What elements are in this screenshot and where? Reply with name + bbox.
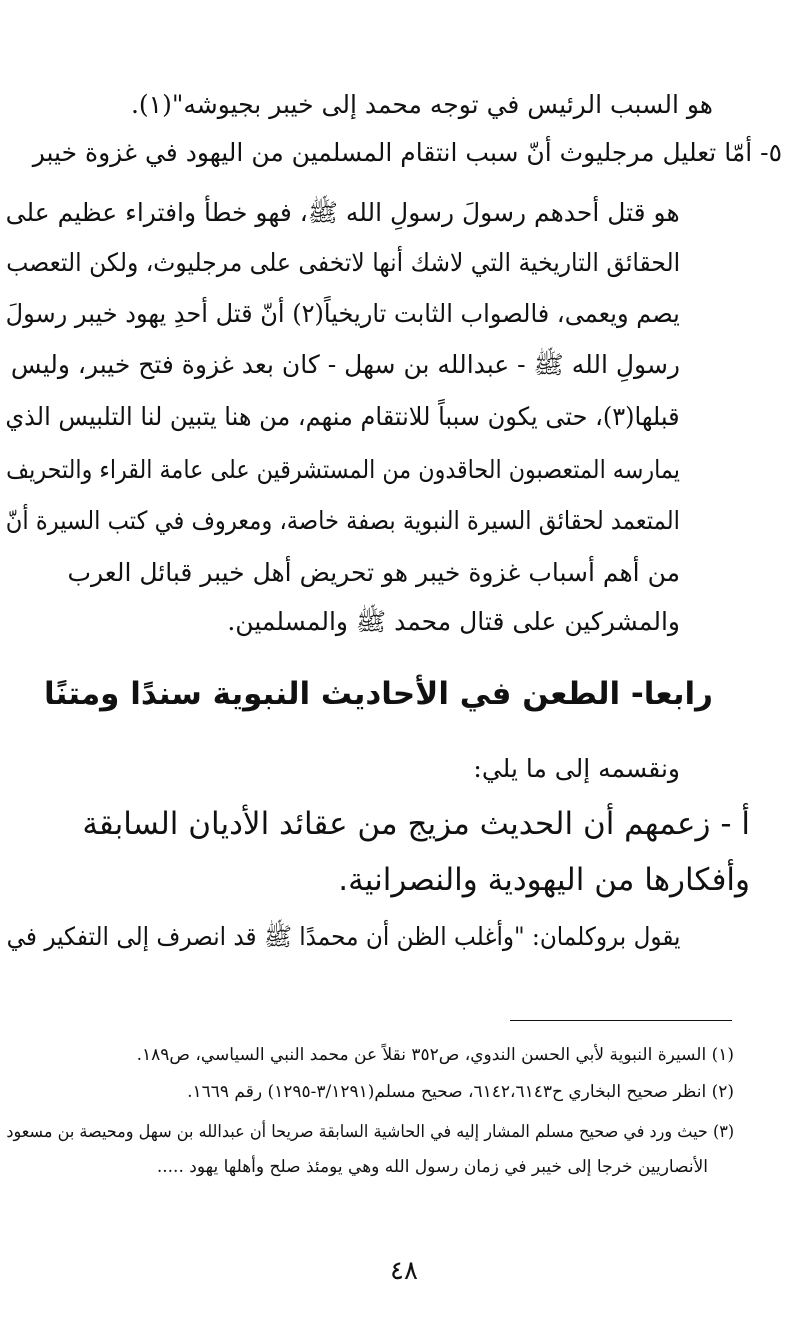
footnote: (١) السيرة النبوية لأبي الحسن الندوي، ص٣٥٢ نقلاً عن محمد النبي السياسي، ص١٨٩. [136,1045,734,1065]
body-line: ٥- أمّا تعليل مرجليوث أنّ سبب انتقام المسلمين من اليهود في غزوة خيبر [32,138,782,167]
subheading-line: أ - زعمهم أن الحديث مزيج من عقائد الأديان السابقة [82,806,750,842]
body-line: من أهم أسباب غزوة خيبر هو تحريض أهل خيبر قبائل العرب [67,558,680,587]
section-heading: رابعا- الطعن في الأحاديث النبوية سندًا ومتنًا [44,676,713,712]
intro-line: ونقسمه إلى ما يلي: [473,754,680,783]
footnote: (٢) انظر صحيح البخاري ح٦١٤٢،٦١٤٣، صحيح مسلم(٣/١٢٩١-١٢٩٥) رقم ١٦٦٩. [187,1082,734,1102]
body-line: يصم ويعمى، فالصواب الثابت تاريخياً(٢) أنّ قتل أحدِ يهود خيبر رسولَ [5,299,680,328]
quote-line: يقول بروكلمان: "وأغلب الظن أن محمدًا ﷺ قد انصرف إلى التفكير في [6,922,680,951]
body-line: هو قتل أحدهم رسولَ رسولِ الله ﷺ، فهو خطأ وافتراء عظيم على [6,198,680,227]
body-line: رسولِ الله ﷺ - عبدالله بن سهل - كان بعد غزوة فتح خيبر، وليس [10,350,680,379]
body-line: والمشركين على قتال محمد ﷺ والمسلمين. [227,607,680,636]
body-line: قبلها(٣)، حتى يكون سبباً للانتقام منهم، من هنا يتبين لنا التلبيس الذي [5,402,680,431]
body-line: يمارسه المتعصبون الحاقدون من المستشرقين على عامة القراء والتحريف [6,455,680,484]
body-line: هو السبب الرئيس في توجه محمد إلى خيبر بجيوشه"(١). [130,90,713,119]
body-line: الحقائق التاريخية التي لاشك أنها لاتخفى على مرجليوث، ولكن التعصب [6,248,680,277]
page-number: ٤٨ [390,1256,418,1286]
footnote: (٣) حيث ورد في صحيح مسلم المشار إليه في الحاشية السابقة صريحا أن عبدالله بن سهل ومحيصة بن مسعود [6,1122,734,1142]
footnote: الأنصاريين خرجا إلى خيبر في زمان رسول الله وهي يومئذ صلح وأهلها يهود ..... [156,1157,708,1177]
body-line: المتعمد لحقائق السيرة النبوية بصفة خاصة، ومعروف في كتب السيرة أنّ [5,506,680,535]
subheading-line: وأفكارها من اليهودية والنصرانية. [338,862,750,898]
footnote-separator [510,1020,732,1021]
